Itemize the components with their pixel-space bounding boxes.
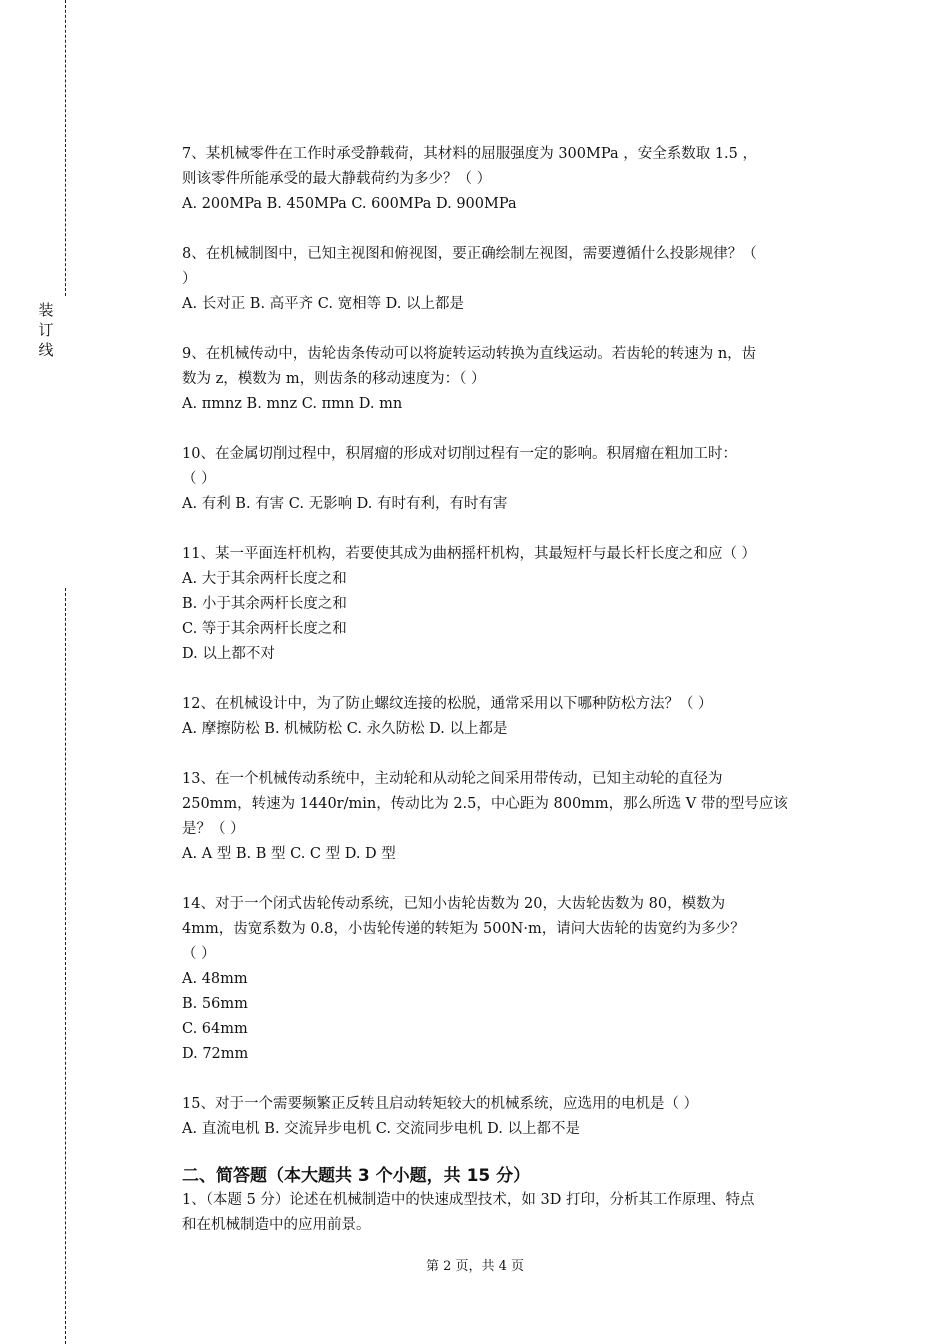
question-text: 250mm，转速为 1440r/min，传动比为 2.5，中心距为 800mm，那么所选 V 带的型号应该 (182, 796, 788, 812)
question-11 (182, 542, 842, 667)
section-title: 二、简答题（本大题共 3 个小题，共 15 分） (182, 1166, 531, 1186)
page-number: 第 2 页，共 4 页 (425, 1259, 525, 1274)
question-option: C. 64mm (182, 1021, 248, 1037)
question-text: 11、某一平面连杆机构，若要使其成为曲柄摇杆机构，其最短杆与最长杆长度之和应（ ） (182, 546, 757, 562)
question-text: 是？（ ） (182, 821, 245, 837)
question-text: 14、对于一个闭式齿轮传动系统，已知小齿轮齿数为 20，大齿轮齿数为 80，模数为 (182, 896, 726, 912)
question-text: 数为 z，模数为 m，则齿条的移动速度为：（ ） (182, 371, 486, 387)
question-text: 12、在机械设计中，为了防止螺纹连接的松脱，通常采用以下哪种防松方法？（ ） (182, 696, 713, 712)
question-text: ） (182, 271, 197, 287)
question-option: D. 以上都不对 (182, 646, 275, 662)
question-text: 则该零件所能承受的最大静载荷约为多少？（ ） (182, 171, 492, 187)
question-text: 9、在机械传动中，齿轮齿条传动可以将旋转运动转换为直线运动。若齿轮的转速为 n，齿 (182, 346, 757, 362)
question-options: A. 200MPa B. 450MPa C. 600MPa D. 900MPa (182, 196, 517, 212)
question-options: A. 直流电机 B. 交流异步电机 C. 交流同步电机 D. 以上都不是 (182, 1121, 581, 1137)
question-text: （ ） (182, 471, 216, 487)
question-14 (182, 892, 842, 1067)
binding-char: 订 (38, 321, 54, 339)
question-text: 15、对于一个需要频繁正反转且启动转矩较大的机械系统，应选用的电机是（ ） (182, 1096, 699, 1112)
question-text: 10、在金属切削过程中，积屑瘤的形成对切削过程有一定的影响。积屑瘤在粗加工时： (182, 446, 737, 462)
question-options: A. πmnz B. mnz C. πmn D. mn (182, 396, 403, 412)
question-15 (182, 1092, 842, 1142)
question-options: A. 长对正 B. 高平齐 C. 宽相等 D. 以上都是 (182, 296, 465, 312)
question-10 (182, 442, 842, 517)
binding-line-label (36, 300, 56, 360)
section-short-answer (182, 1164, 842, 1238)
binding-char: 线 (38, 341, 54, 359)
question-option: B. 56mm (182, 996, 248, 1012)
question-text: 13、在一个机械传动系统中，主动轮和从动轮之间采用带传动，已知主动轮的直径为 (182, 771, 723, 787)
question-9 (182, 342, 842, 417)
short-answer-question-text: 1、（本题 5 分）论述在机械制造中的快速成型技术，如 3D 打印，分析其工作原理、特点 (182, 1192, 755, 1208)
binding-dashed-line-top (65, 0, 66, 296)
question-text: （ ） (182, 946, 216, 962)
question-text: 8、在机械制图中，已知主视图和俯视图，要正确绘制左视图，需要遵循什么投影规律？（ (182, 246, 757, 262)
question-text: 7、某机械零件在工作时承受静载荷，其材料的屈服强度为 300MPa ，安全系数取 1.5 ， (182, 146, 757, 162)
question-12 (182, 692, 842, 742)
question-option: A. 大于其余两杆长度之和 (182, 571, 347, 587)
binding-char: 装 (38, 301, 54, 319)
question-options: A. 摩擦防松 B. 机械防松 C. 永久防松 D. 以上都是 (182, 721, 508, 737)
short-answer-question-text: 和在机械制造中的应用前景。 (182, 1217, 371, 1233)
exam-content (182, 142, 842, 1238)
question-7 (182, 142, 842, 217)
question-option: A. 48mm (182, 971, 248, 987)
question-options: A. A 型 B. B 型 C. C 型 D. D 型 (182, 846, 396, 862)
question-8 (182, 242, 842, 317)
binding-dashed-line-bottom (65, 588, 66, 1344)
question-option: C. 等于其余两杆长度之和 (182, 621, 347, 637)
question-options: A. 有利 B. 有害 C. 无影响 D. 有时有利，有时有害 (182, 496, 508, 512)
question-text: 4mm，齿宽系数为 0.8，小齿轮传递的转矩为 500N·m，请问大齿轮的齿宽约为多少？ (182, 921, 745, 937)
question-option: D. 72mm (182, 1046, 249, 1062)
question-13 (182, 767, 842, 867)
question-option: B. 小于其余两杆长度之和 (182, 596, 347, 612)
